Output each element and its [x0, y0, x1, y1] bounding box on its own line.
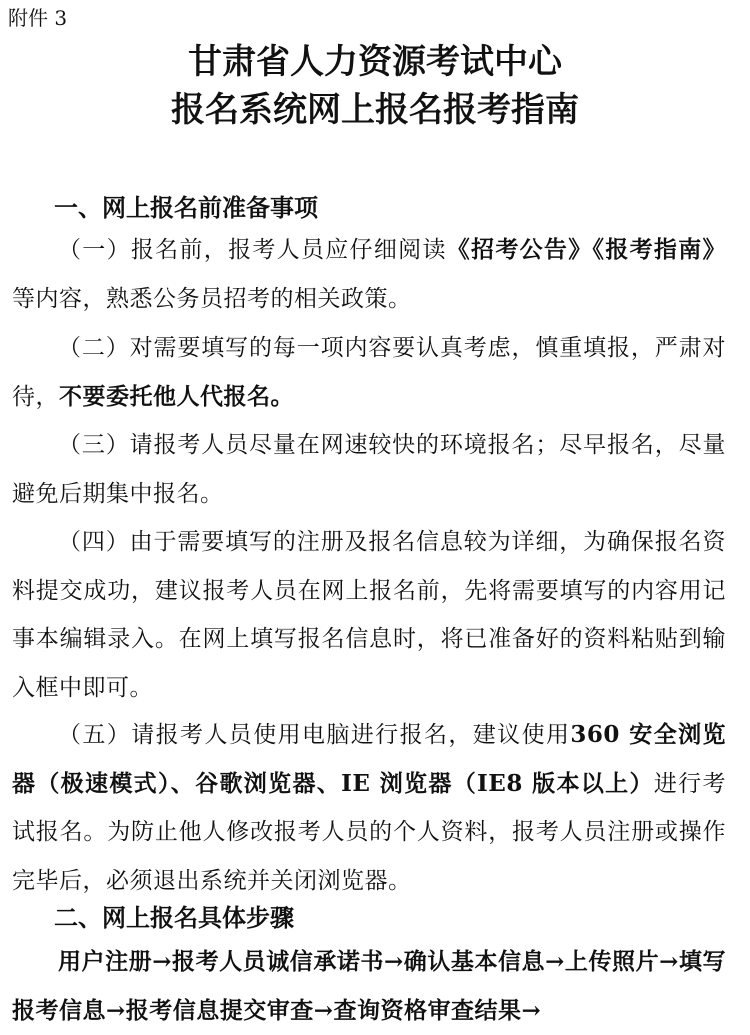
p5-text-a: （五）请报考人员使用电脑进行报名，建议使用 — [58, 722, 571, 748]
section-1-heading: 一、网上报名前准备事项 — [54, 193, 318, 222]
p1-text-c: 等内容，熟悉公务员招考的相关政策。 — [12, 285, 412, 312]
p1-bold-text: 《招考公告》《报考指南》 — [446, 236, 727, 263]
p5-text-c: 进行考试报名。为防止他人修改报考人员的个人资料，报考人员注册或操作完毕后，必须退出系统并关闭浏览器。 — [12, 770, 727, 894]
paragraph-2 — [12, 324, 726, 421]
document-title-line-2: 报名系统网上报名报考指南 — [171, 90, 579, 130]
paragraph-3: （三）请报考人员尽量在网速较快的环境报名；尽早报名，尽量避免后期集中报名。 — [12, 432, 726, 507]
steps-text: 用户注册→报考人员诚信承诺书→确认基本信息→上传照片→填写报考信息→报考信息提交审查→查询资格审查结果→ — [12, 948, 726, 1024]
attachment-label: 附件 3 — [8, 6, 68, 30]
document-title-line-1: 甘肃省人力资源考试中心 — [188, 42, 562, 82]
p1-text-a: （一）报名前，报考人员应仔细阅读 — [58, 237, 447, 263]
section-2-heading: 二、网上报名具体步骤 — [54, 903, 294, 932]
p2-bold-text: 不要委托他人代报名。 — [59, 382, 294, 410]
paragraph-5 — [12, 711, 726, 905]
paragraph-4: （四）由于需要填写的注册及报名信息较为详细，为确保报名资料提交成功，建议报考人员在网上报名前，先将需要填写的内容用记事本编辑录入。在网上填写报名信息时，将已准备好的资料粘贴到输入框中即可。 — [12, 529, 726, 701]
p2-text-a: （二）对需要填写的每一项内容要认真考虑，慎重填报，严肃对待， — [12, 335, 726, 410]
paragraph-1 — [12, 226, 726, 323]
steps-paragraph — [12, 938, 726, 1035]
p5-bold-text: 360 安全浏览器（极速模式）、谷歌浏览器、IE 浏览器（IE8 版本以上） — [12, 721, 726, 797]
